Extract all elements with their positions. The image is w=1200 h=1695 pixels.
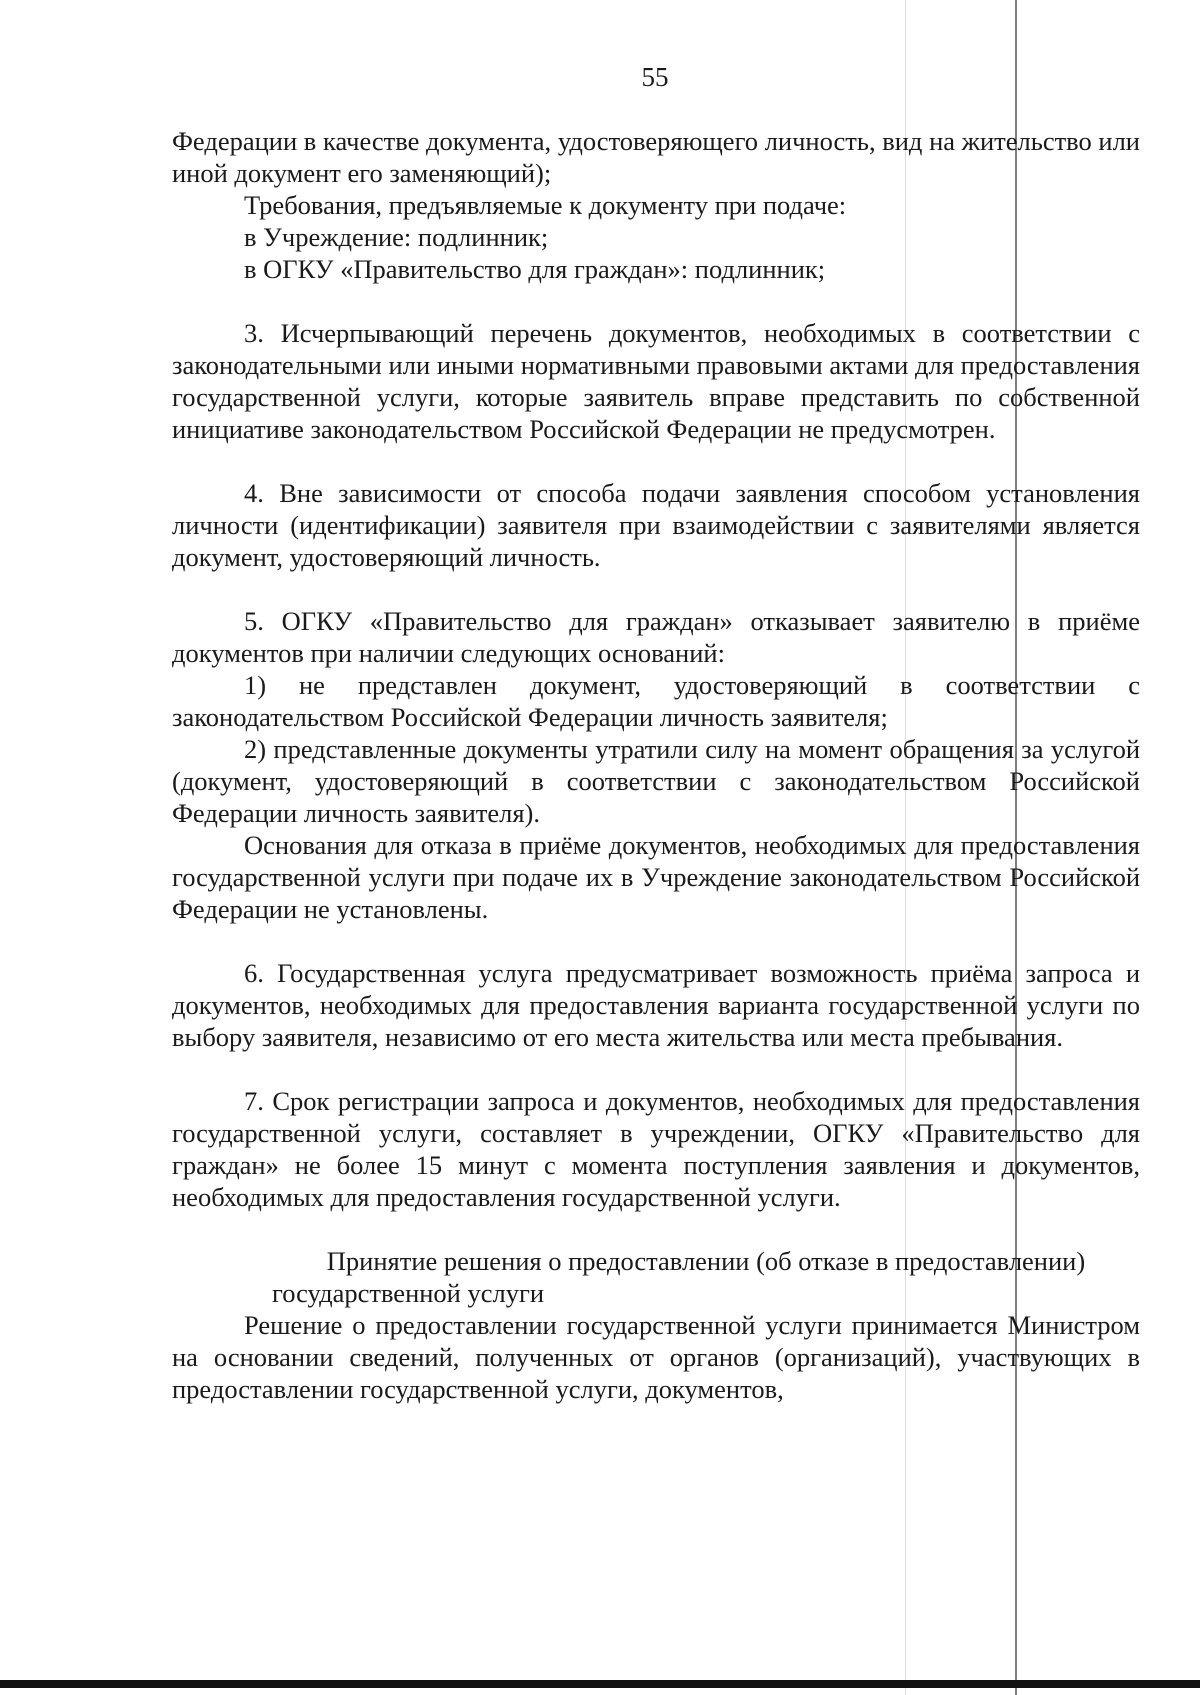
spacer xyxy=(172,573,1140,605)
paragraph-item-4: 4. Вне зависимости от способа подачи заявления способом установления личности (идентификации) заявителя при взаимодействии с заявителями является документ, удостоверяющий личность. xyxy=(172,478,1140,572)
paragraph-item-7: 7. Срок регистрации запроса и документов, необходимых для предоставления государственной услуги, составляет в учреждении, ОГКУ «Правительство для граждан» не более 15 минут с момента поступления заявления и документов, необходимых для предоставления государственной услуги. xyxy=(172,1086,1140,1212)
spacer xyxy=(172,925,1140,957)
document-body xyxy=(172,125,1140,1405)
paragraph-item-5: 5. ОГКУ «Правительство для граждан» отказывает заявителю в приёме документов при наличии следующих оснований: xyxy=(172,606,1140,668)
paragraph-subitem-2: 2) представленные документы утратили силу на момент обращения за услугой (документ, удостоверяющий в соответствии с законодательством Российской Федерации личность заявителя). xyxy=(172,734,1140,828)
spacer xyxy=(172,445,1140,477)
paragraph-decision: Решение о предоставлении государственной услуги принимается Министром на основании сведений, полученных от органов (организаций), участвующих в предоставлении государственной услуги, документов, xyxy=(172,1310,1140,1404)
paragraph-requirements: Требования, предъявляемые к документу при подаче: xyxy=(244,190,847,220)
paragraph-ogku-original: в ОГКУ «Правительство для граждан»: подлинник; xyxy=(244,254,826,284)
paragraph-refusal-grounds: Основания для отказа в приёме документов, необходимых для предоставления государственной услуги при подаче их в Учреждение законодательством Российской Федерации не установлены. xyxy=(172,830,1140,924)
spacer xyxy=(172,1213,1140,1245)
paragraph-subitem-1: 1) не представлен документ, удостоверяющий в соответствии с законодательством Российской Федерации личность заявителя; xyxy=(172,670,1140,732)
spacer xyxy=(172,285,1140,317)
spacer xyxy=(172,1053,1140,1085)
paragraph-item-3: 3. Исчерпывающий перечень документов, необходимых в соответствии с законодательными или иными нормативными правовыми актами для предоставления государственной услуги, которые заявитель вправе представить по собственной инициативе законодательством Российской Федерации не предусмотрен. xyxy=(172,318,1140,444)
section-heading: Принятие решения о предоставлении (об отказе в предоставлении) государственной услуги xyxy=(272,1246,1086,1308)
scan-bottom-edge xyxy=(0,1680,1200,1688)
paragraph-institution-original: в Учреждение: подлинник; xyxy=(244,222,549,252)
paragraph-item-6: 6. Государственная услуга предусматривает возможность приёма запроса и документов, необходимых для предоставления варианта государственной услуги по выбору заявителя, независимо от его места жительства или места пребывания. xyxy=(172,958,1140,1052)
paragraph-continuation: Федерации в качестве документа, удостоверяющего личность, вид на жительство или иной документ его заменяющий); xyxy=(172,126,1140,188)
page-number: 55 xyxy=(641,62,669,92)
